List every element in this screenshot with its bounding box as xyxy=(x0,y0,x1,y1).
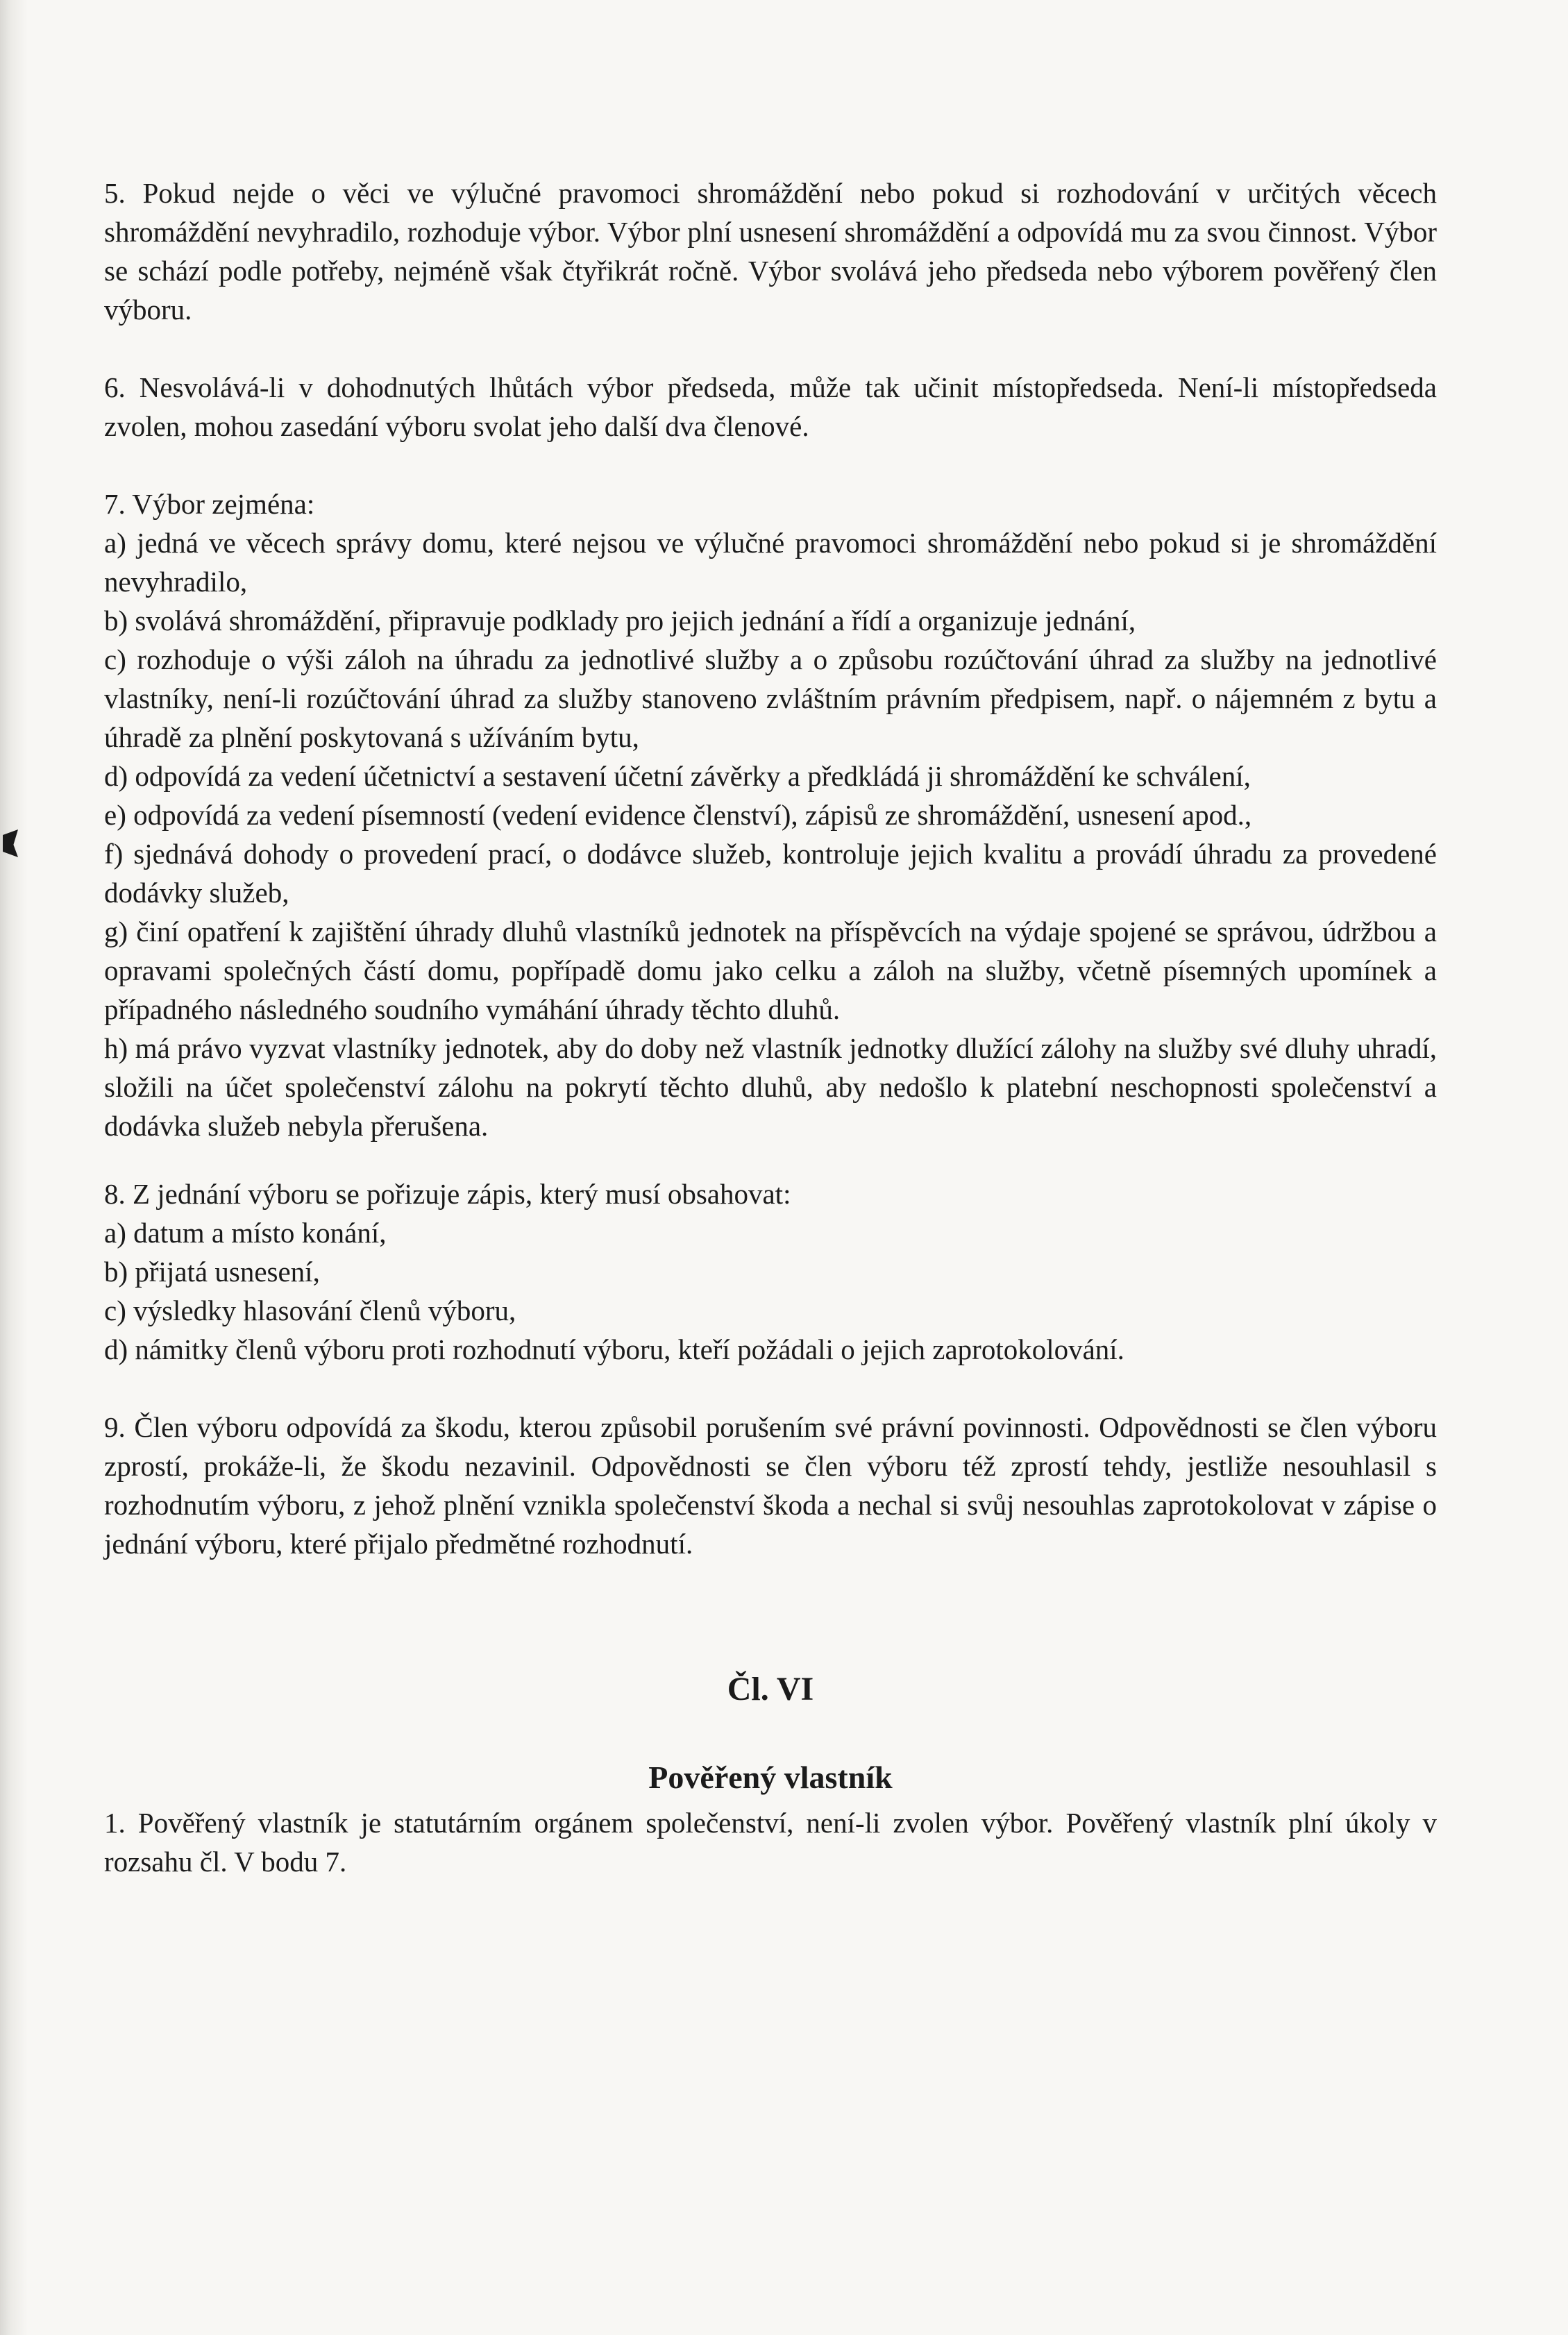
paragraph-5: 5. Pokud nejde o věci ve výlučné pravomoci shromáždění nebo pokud si rozhodování v určitých věcech shromáždění nevyhradilo, rozhoduje výbor. Výbor plní usnesení shromáždění a odpovídá mu za svou činnost. Výbor se schází podle potřeby, nejméně však čtyřikrát ročně. Výbor svolává jeho předseda nebo výborem pověřený člen výboru. xyxy=(104,177,1437,326)
paragraph-6: 6. Nesvolává-li v dohodnutých lhůtách výbor předseda, může tak učinit místopředseda. Není-li místopředseda zvolen, mohou zasedání výboru svolat jeho další dva členové. xyxy=(104,371,1437,442)
paragraph-7-item-h: h) má právo vyzvat vlastníky jednotek, aby do doby než vlastník jednotky dlužící zálohy na služby své dluhy uhradí, složili na účet společenství zálohu na pokrytí těchto dluhů, aby nedošlo k platební neschopnosti společenství a dodávka služeb nebyla přerušena. xyxy=(104,1032,1437,1142)
paragraph-8-intro: 8. Z jednání výboru se pořizuje zápis, který musí obsahovat: xyxy=(104,1178,791,1210)
paragraph-8-item-b: b) přijatá usnesení, xyxy=(104,1256,320,1288)
chapter-heading: Čl. VI xyxy=(727,1671,814,1708)
paragraph-8-item-d: d) námitky členů výboru proti rozhodnutí výboru, kteří požádali o jejich zaprotokolování. xyxy=(104,1333,1124,1365)
paragraph-7-item-f: f) sjednává dohody o provedení prací, o dodávce služeb, kontroluje jejich kvalitu a provádí úhradu za provedené dodávky služeb, xyxy=(104,838,1437,909)
paragraph-7-intro: 7. Výbor zejména: xyxy=(104,488,315,520)
paragraph-7-item-c: c) rozhoduje o výši záloh na úhradu za jednotlivé služby a o způsobu rozúčtování úhrad za služby na jednotlivé vlastníky, není-li rozúčtování úhrad za služby stanoveno zvláštním právním předpisem, např. o nájemném z bytu a úhradě za plnění poskytovaná s užíváním bytu, xyxy=(104,643,1437,753)
paragraph-8-item-a: a) datum a místo konání, xyxy=(104,1217,387,1249)
paragraph-7-item-g: g) činí opatření k zajištění úhrady dluhů vlastníků jednotek na příspěvcích na výdaje spojené se správou, údržbou a opravami společných částí domu, popřípadě domu jako celku a záloh na služby, včetně písemných upomínek a případného následného soudního vymáhání úhrady těchto dluhů. xyxy=(104,916,1437,1025)
document-body xyxy=(104,174,1437,1881)
paragraph-7-item-d: d) odpovídá za vedení účetnictví a sestavení účetní závěrky a předkládá ji shromáždění ke schválení, xyxy=(104,760,1251,792)
paragraph-7-item-e: e) odpovídá za vedení písemností (vedení evidence členství), zápisů ze shromáždění, usnesení apod., xyxy=(104,799,1252,831)
chapter-title: Pověřený vlastník xyxy=(648,1760,893,1795)
paragraph-9: 9. Člen výboru odpovídá za škodu, kterou způsobil porušením své právní povinnosti. Odpovědnosti se člen výboru zprostí, prokáže-li, že škodu nezavinil. Odpovědnosti se člen výboru též zprostí tehdy, jestliže nesouhlasil s rozhodnutím výboru, z jehož plnění vznikla společenství škoda a nechal si svůj nesouhlas zaprotokolovat v zápise o jednání výboru, které přijalo předmětné rozhodnutí. xyxy=(104,1411,1437,1560)
paragraph-vi-1: 1. Pověřený vlastník je statutárním orgánem společenství, není-li zvolen výbor. Pověřený vlastník plní úkoly v rozsahu čl. V bodu 7. xyxy=(104,1807,1437,1878)
paragraph-7-item-b: b) svolává shromáždění, připravuje podklady pro jejich jednání a řídí a organizuje jednání, xyxy=(104,605,1136,637)
paragraph-7-item-a: a) jedná ve věcech správy domu, které nejsou ve výlučné pravomoci shromáždění nebo pokud si je shromáždění nevyhradilo, xyxy=(104,527,1437,598)
paragraph-8-item-c: c) výsledky hlasování členů výboru, xyxy=(104,1295,516,1326)
scan-shadow-edge xyxy=(0,0,28,2335)
